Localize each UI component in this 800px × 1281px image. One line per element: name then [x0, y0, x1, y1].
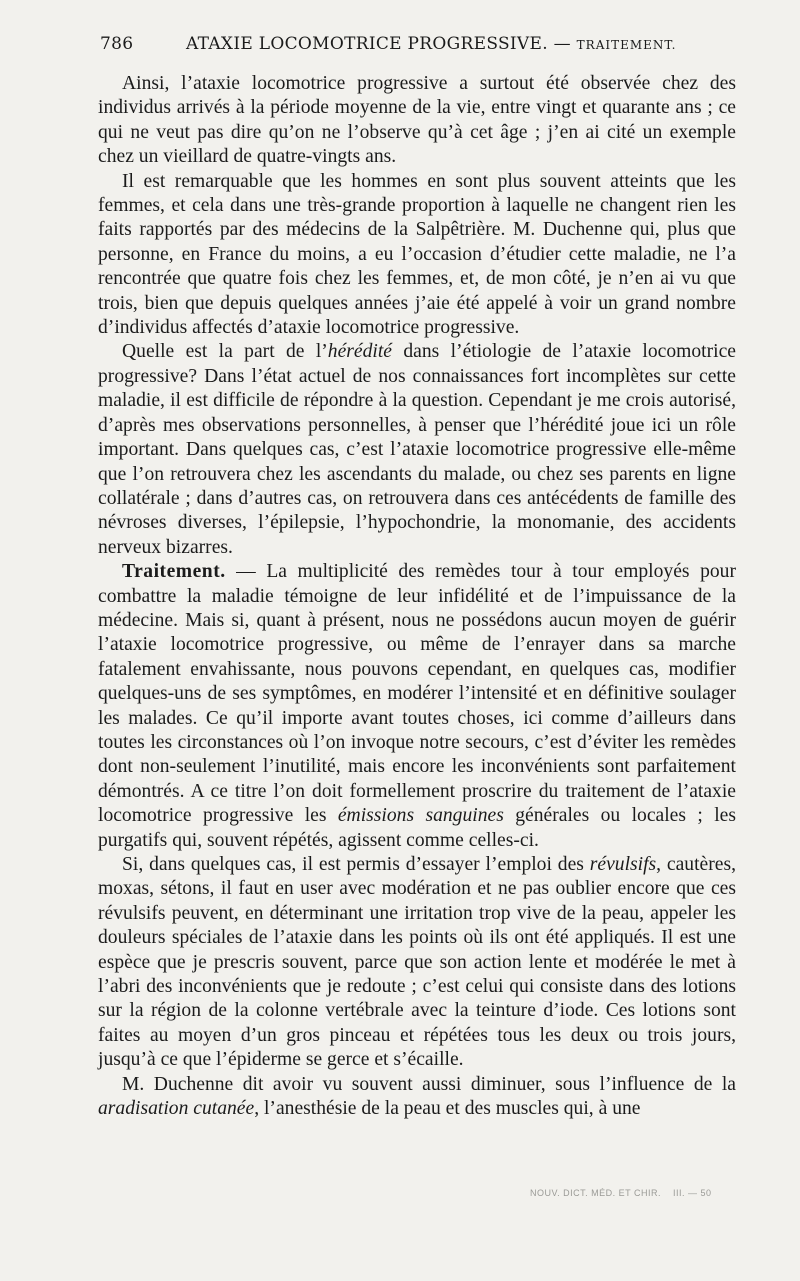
paragraph-age [98, 72, 736, 170]
paragraph-text: M. Duchenne dit avoir vu souvent aussi diminuer, sous l’influence de la [122, 1073, 736, 1095]
paragraph-heredity [98, 340, 736, 560]
running-header [100, 34, 740, 58]
section-title: TRAITEMENT. [576, 38, 677, 52]
paragraph-text: générales ou locales ; les purgatifs qui, souvent répétés, agissent comme celles-ci. [98, 805, 736, 851]
italic-term: révulsifs [589, 854, 657, 875]
paragraph-text: , l’anesthésie de la peau et des muscles qui, à une [254, 1098, 641, 1120]
paragraph-text: , cautères, moxas, sétons, il faut en user avec modération et ne pas oublier encore que ces révulsifs peuvent, en déterminant une irritation trop vive de la peau, appeler les douleurs spéciales de l’ataxie dans les points où ils ont été appliqués. Il est une espèce que je prescris souvent, parce que son action lente et modérée le met à l’abri des inconvénients que je redoute ; c’est celui qui consiste dans des lotions sur la région de la colonne vertébrale avec la teinture d’iode. Ces lotions sont faites au moyen d’un gros pinceau et répétées tous les deux ou trois jours, jusqu’à ce que l’épiderme se gerce et s’écaille. [98, 854, 736, 1071]
body-text [98, 72, 736, 1121]
header-separator: — [553, 34, 571, 54]
page-footer [530, 1188, 760, 1198]
paragraph-duchenne [98, 1073, 736, 1122]
paragraph-text: Quelle est la part de l’ [122, 341, 328, 363]
paragraph-text: dans l’étiologie de l’ataxie locomotrice progressive? Dans l’état actuel de nos connaissances fort incomplètes sur cette maladie, il est difficile de répondre à la question. Cependant je me crois autorisé, d’après mes observations personnelles, à penser que l’hérédité joue ici un rôle important. Dans quelques cas, c’est l’ataxie locomotrice progressive elle-même que l’on retrouvera chez les ascendants du malade, ou chez ses parents en ligne collatérale ; dans d’autres cas, on retrouvera dans ces antécédents de famille des névroses diverses, l’épilepsie, l’hypochondrie, la monomanie, des accidents nerveux bizarres. [98, 341, 736, 558]
paragraph-text: — La multiplicité des remèdes tour à tour employés pour combattre la maladie témoigne de leur infidélité et de l’impuissance de la médecine. Mais si, quant à présent, nous ne possédons aucun moyen de guérir l’ataxie locomotrice progressive, ou même de l’enrayer dans sa marche fatalement envahissante, nous pouvons cependant, en quelques cas, modifier quelques-uns de ses symptômes, en modérer l’intensité et en définitive soulager les malades. Ce qu’il importe avant toutes choses, ici comme d’ailleurs dans toutes les circonstances où l’on invoque notre secours, c’est d’éviter les remèdes dont non-seulement l’inutilité, mais encore les inconvénients sont parfaitement démontrés. A ce titre l’on doit formellement proscrire du traitement de l’ataxie locomotrice progressive les [98, 561, 736, 827]
footer-volume: III. — 50 [673, 1188, 712, 1198]
italic-term: émissions sanguines [337, 805, 504, 827]
running-title-line [186, 34, 676, 54]
italic-term: aradisation cutanée [98, 1098, 255, 1120]
paragraph-sex [98, 170, 736, 341]
paragraph-text: Ainsi, l’ataxie locomotrice progressive a surtout été observée chez des individus arrivés à la période moyenne de la vie, entre vingt et quarante ans ; ce qui ne veut pas dire qu’on ne l’observe qu’à cet âge ; j’en ai cité un exemple chez un vieillard de quatre-vingts ans. [98, 73, 736, 168]
running-title: ATAXIE LOCOMOTRICE PROGRESSIVE. [186, 34, 548, 54]
paragraph-text: Si, dans quelques cas, il est permis d’essayer l’emploi des [122, 854, 590, 875]
paragraph-revulsives [98, 853, 736, 1073]
page-number: 786 [100, 34, 134, 54]
paragraph-text: Il est remarquable que les hommes en sont plus souvent atteints que les femmes, et cela dans une très-grande proportion à laquelle ne changent rien les faits rapportés par des médecins de la Salpêtrière. M. Duchenne qui, plus que personne, en France du moins, a eu l’occasion d’étudier cette maladie, ne l’a rencontrée que quatre fois chez les femmes, et, de mon côté, je n’en ai vu que trois, bien que depuis quelques années j’aie été appelé à voir un grand nombre d’individus affectés d’ataxie locomotrice progressive. [98, 170, 736, 339]
paragraph-treatment [98, 560, 736, 853]
italic-term: hérédité [327, 341, 392, 363]
footer-imprint: NOUV. DICT. MÉD. ET CHIR. [530, 1188, 662, 1198]
treatment-heading: Traitement. [122, 561, 226, 583]
